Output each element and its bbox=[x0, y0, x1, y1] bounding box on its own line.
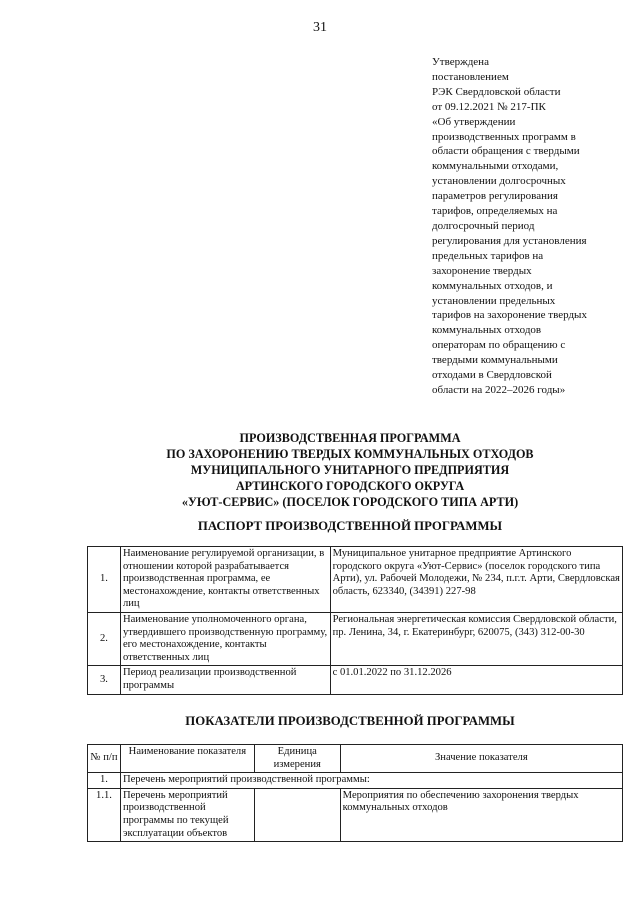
section-number: 1. bbox=[88, 773, 121, 789]
table-row bbox=[88, 547, 623, 613]
approval-line: операторам по обращению с bbox=[432, 339, 566, 352]
approval-line: установлении долгосрочных bbox=[432, 175, 566, 188]
header-number: № п/п bbox=[88, 745, 121, 773]
approval-line: регулирования для установления bbox=[432, 234, 587, 247]
approval-line: коммунальными отходами, bbox=[432, 160, 559, 173]
passport-row-value: с 01.01.2022 по 31.12.2026 bbox=[330, 666, 622, 694]
approval-line: области обращения с твердыми bbox=[432, 145, 580, 158]
approval-line: тарифов на захоронение твердых bbox=[432, 309, 587, 322]
approval-line: захоронение твердых bbox=[432, 264, 532, 277]
passport-row-label: Наименование регулируемой организации, в отношении которой разрабатывается производственная программа, ее местонахождение, контакты ответственных лиц bbox=[120, 547, 330, 613]
page-number: 31 bbox=[313, 20, 327, 35]
program-title-line: МУНИЦИПАЛЬНОГО УНИТАРНОГО ПРЕДПРИЯТИЯ bbox=[190, 463, 510, 477]
approval-line: области на 2022–2026 годы» bbox=[432, 383, 566, 396]
passport-row-label: Период реализации производственной программы bbox=[120, 666, 330, 694]
approval-line: производственных программ в bbox=[432, 130, 576, 143]
approval-line: Утверждена bbox=[432, 56, 489, 68]
approval-line: твердыми коммунальными bbox=[432, 354, 558, 367]
table-row bbox=[88, 788, 623, 841]
header-value: Значение показателя bbox=[340, 745, 622, 773]
approval-line: РЭК Свердловской области bbox=[432, 85, 561, 98]
table-row bbox=[88, 612, 623, 665]
approval-line: долгосрочный период bbox=[432, 219, 535, 232]
program-title-line: ПО ЗАХОРОНЕНИЮ ТВЕРДЫХ КОММУНАЛЬНЫХ ОТХОДОВ bbox=[166, 447, 534, 461]
approval-block bbox=[432, 55, 622, 398]
table-header-row bbox=[88, 745, 623, 773]
program-title bbox=[60, 430, 640, 510]
row-number: 1.1. bbox=[88, 788, 121, 841]
approval-line: тарифов, определяемых на bbox=[432, 205, 558, 218]
row-unit bbox=[254, 788, 340, 841]
approval-line: коммунальных отходов bbox=[432, 324, 542, 337]
approval-line: предельных тарифов на bbox=[432, 249, 544, 262]
header-unit: Единица измерения bbox=[254, 745, 340, 773]
header-name: Наименование показателя bbox=[120, 745, 254, 773]
approval-line: «Об утверждении bbox=[432, 115, 516, 128]
passport-row-number: 2. bbox=[88, 612, 121, 665]
table-row bbox=[88, 666, 623, 694]
approval-line: постановлением bbox=[432, 70, 509, 83]
program-title-line: «УЮТ-СЕРВИС» (ПОСЕЛОК ГОРОДСКОГО ТИПА АРТИ) bbox=[181, 495, 519, 509]
approval-line: параметров регулирования bbox=[432, 190, 558, 203]
passport-row-number: 3. bbox=[88, 666, 121, 694]
approval-line: от 09.12.2021 № 217-ПК bbox=[432, 100, 546, 113]
passport-table bbox=[87, 546, 623, 695]
program-title-line: ПРОИЗВОДСТВЕННАЯ ПРОГРАММА bbox=[239, 431, 461, 445]
passport-row-number: 1. bbox=[88, 547, 121, 613]
passport-title: ПАСПОРТ ПРОИЗВОДСТВЕННОЙ ПРОГРАММЫ bbox=[197, 519, 503, 533]
section-text: Перечень мероприятий производственной программы: bbox=[120, 773, 622, 789]
indicators-title: ПОКАЗАТЕЛИ ПРОИЗВОДСТВЕННОЙ ПРОГРАММЫ bbox=[185, 714, 515, 728]
program-title-line: АРТИНСКОГО ГОРОДСКОГО ОКРУГА bbox=[235, 479, 465, 493]
approval-line: установлении предельных bbox=[432, 294, 556, 307]
indicators-table bbox=[87, 744, 623, 842]
approval-line: отходами в Свердловской bbox=[432, 369, 552, 382]
passport-row-label: Наименование уполномоченного органа, утвердившего производственную программу, его местонахождение, контакты ответственных лиц bbox=[120, 612, 330, 665]
table-row bbox=[88, 773, 623, 789]
row-value: Мероприятия по обеспечению захоронения твердых коммунальных отходов bbox=[340, 788, 622, 841]
approval-line: коммунальных отходов, и bbox=[432, 279, 553, 292]
passport-row-value: Региональная энергетическая комиссия Свердловской области, пр. Ленина, 34, г. Екатеринбург, 620075, (343) 312-00-30 bbox=[330, 612, 622, 665]
passport-row-value: Муниципальное унитарное предприятие Артинского городского округа «Уют-Сервис» (поселок городского типа Арти), ул. Рабочей Молодежи, № 234, п.г.т. Арти, Свердловская область, 623340, (34391) 227-98 bbox=[330, 547, 622, 613]
row-name: Перечень мероприятий производственной программы по текущей эксплуатации объектов bbox=[120, 788, 254, 841]
